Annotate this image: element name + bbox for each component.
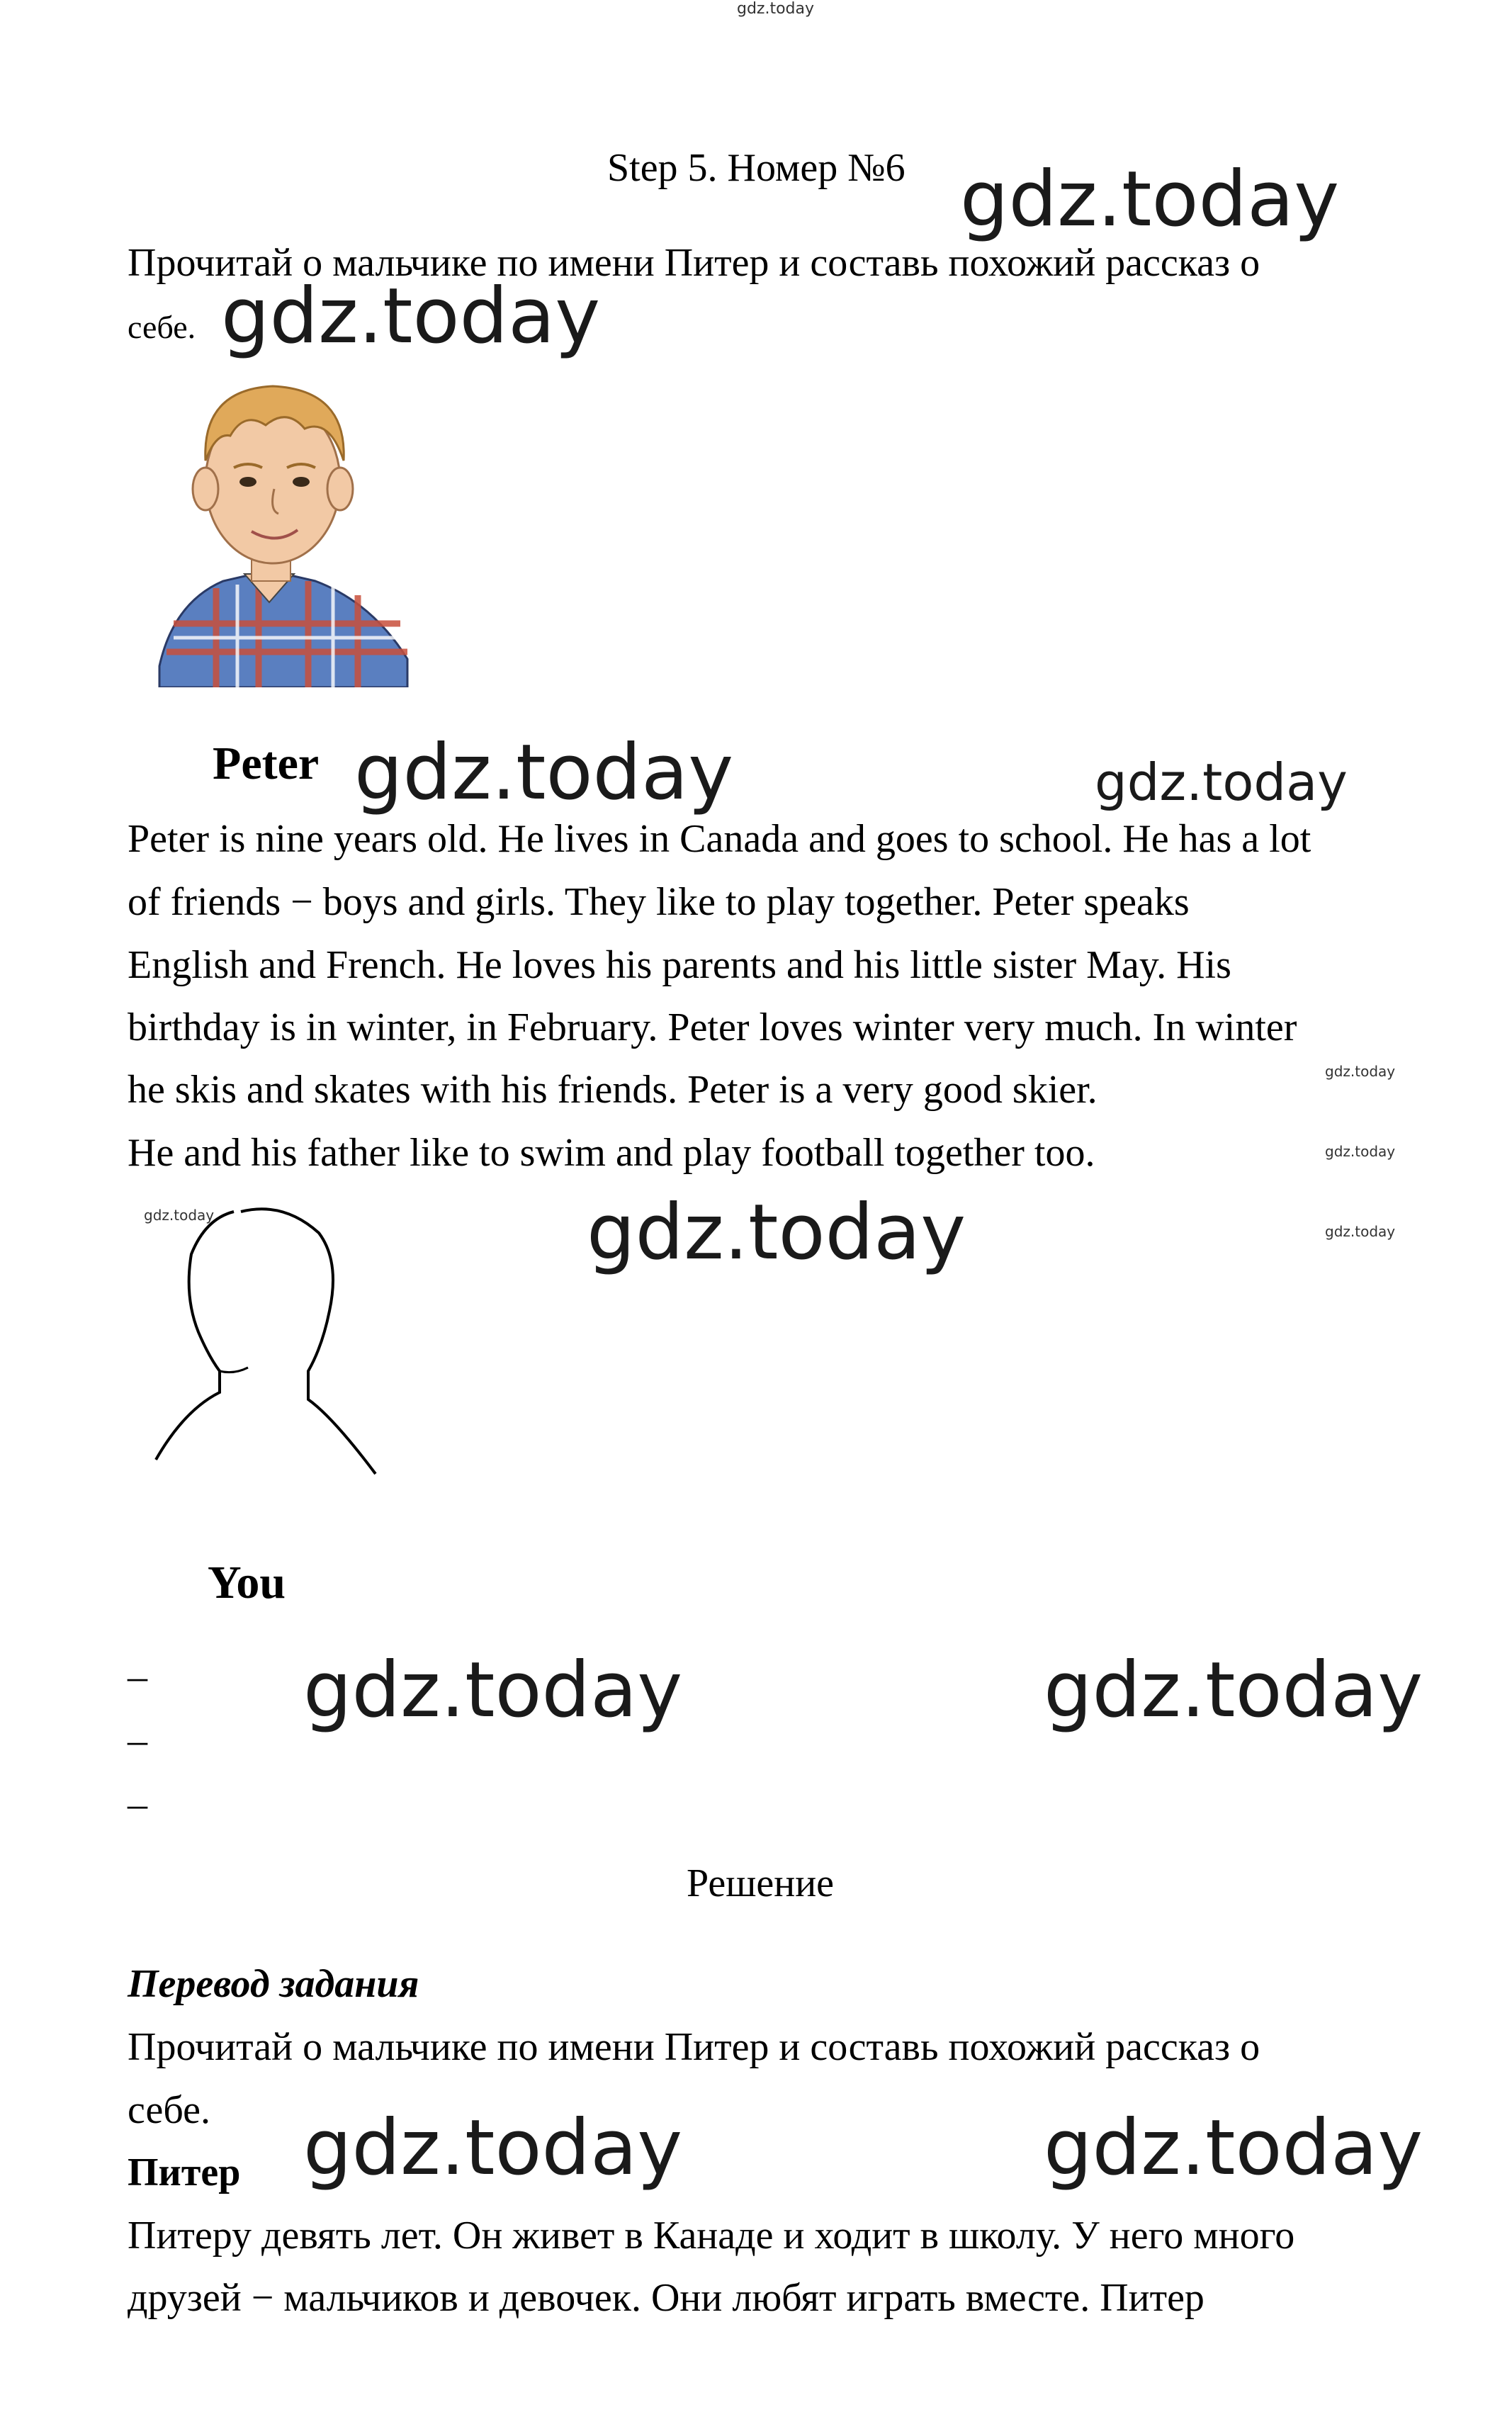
boy-portrait-icon: [145, 368, 418, 687]
task-instruction-line2: себе.: [128, 309, 196, 345]
task-instruction-line1: Прочитай о мальчике по имени Питер и составь похожий рассказ о: [128, 241, 1260, 285]
peter-heading-ru: Питер: [128, 2151, 241, 2194]
story-line: of friends − boys and girls. They like to play together. Peter speaks: [128, 880, 1190, 924]
watermark: gdz.today: [1325, 1143, 1396, 1160]
story-line: He and his father like to swim and play football together too.: [128, 1131, 1095, 1175]
watermark: gdz.today: [587, 1188, 966, 1277]
watermark: gdz.today: [1095, 753, 1348, 812]
watermark: gdz.today: [221, 272, 601, 361]
solution-heading: Решение: [687, 1861, 835, 1905]
watermark: gdz.today: [960, 155, 1340, 244]
blank-line-dash: –: [128, 1655, 147, 1698]
blank-line-dash: –: [128, 1782, 147, 1826]
story-line: he skis and skates with his friends. Peter is a very good skier.: [128, 1068, 1098, 1112]
page-title: Step 5. Номер №6: [607, 146, 905, 190]
watermark: gdz.today: [1044, 2104, 1423, 2192]
story-line: English and French. He loves his parents and his little sister May. His: [128, 943, 1231, 987]
translation-text-line: друзей − мальчиков и девочек. Они любят играть вместе. Питер: [128, 2276, 1204, 2320]
translation-line2: себе.: [128, 2088, 211, 2132]
peter-name-label: Peter: [213, 738, 320, 789]
story-line: birthday is in winter, in February. Peter loves winter very much. In winter: [128, 1005, 1297, 1049]
watermark: gdz.today: [144, 1207, 215, 1224]
watermark: gdz.today: [303, 2104, 683, 2192]
translation-heading: Перевод задания: [128, 1962, 419, 2006]
blank-line-dash: –: [128, 1718, 147, 1762]
you-name-label: You: [208, 1557, 286, 1608]
watermark: gdz.today: [354, 728, 734, 817]
top-watermark: gdz.today: [737, 0, 815, 18]
watermark: gdz.today: [1325, 1063, 1396, 1080]
watermark: gdz.today: [303, 1646, 683, 1735]
watermark: gdz.today: [1325, 1223, 1396, 1240]
translation-line1: Прочитай о мальчике по имени Питер и составь похожий рассказ о: [128, 2025, 1260, 2069]
watermark: gdz.today: [1044, 1646, 1423, 1735]
person-silhouette-icon: [142, 1197, 383, 1481]
story-line: Peter is nine years old. He lives in Canada and goes to school. He has a lot: [128, 817, 1311, 861]
translation-text-line: Питеру девять лет. Он живет в Канаде и ходит в школу. У него много: [128, 2214, 1295, 2258]
